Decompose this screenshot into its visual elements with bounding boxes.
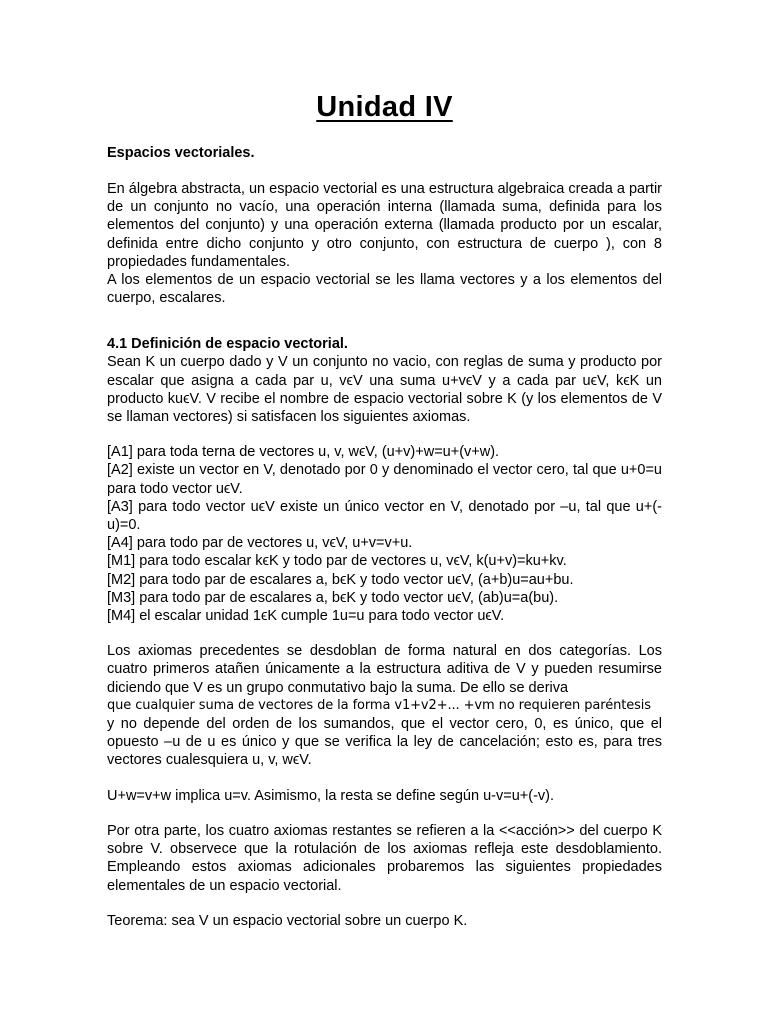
paragraph-definition-intro: En álgebra abstracta, un espacio vectorial es una estructura algebraica creada a partir de un conjunto no vacío, una operación interna (llamada suma, definida para los elementos del conjunto) y una operación externa (llamada producto por un escalar, definida entre dicho conjunto y otro conjunto, con estructura de cuerpo ), con 8 propiedades fundamentales.: [107, 181, 662, 270]
page-title: Unidad IV: [316, 91, 453, 123]
paragraph-cancellation: U+w=v+w implica u=v. Asimismo, la resta se define según u-v=u+(-v).: [107, 787, 555, 804]
axiom-a1: [A1] para toda terna de vectores u, v, wϵV, (u+v)+w=u+(v+w).: [107, 444, 500, 461]
axiom-m2: [M2] para todo par de escalares a, bϵK y todo vector uϵV, (a+b)u=au+bu.: [107, 571, 574, 588]
axiom-list: [107, 443, 662, 625]
paragraph-axioms-part2: que cualquier suma de vectores de la forma v1+v2+... +vm no requieren paréntesis: [107, 697, 651, 713]
section-heading-espacios: Espacios vectoriales.: [107, 145, 255, 161]
axiom-a2: [A2] existe un vector en V, denotado por 0 y denominado el vector cero, tal que u+0=u para todo vector uϵV.: [107, 462, 662, 497]
theorem-statement: Teorema: sea V un espacio vectorial sobre un cuerpo K.: [107, 912, 468, 929]
axiom-a3: [A3] para todo vector uϵV existe un único vector en V, denotado por –u, tal que u+(-u)=0.: [107, 498, 662, 534]
axiom-m4: [M4] el escalar unidad 1ϵK cumple 1u=u para todo vector uϵV.: [107, 608, 505, 625]
paragraph-elements: A los elementos de un espacio vectorial se les llama vectores y a los elementos del cuerpo, escalares.: [107, 272, 662, 307]
paragraph-axioms-categories: [107, 642, 662, 769]
axiom-a4: [A4] para todo par de vectores u, vϵV, u+v=v+u.: [107, 535, 413, 552]
paragraph-sean-k: Sean K un cuerpo dado y V un conjunto no vacio, con reglas de suma y producto por escalar que asigna a cada par u, vϵV una suma u+vϵV y a cada par uϵV, kϵK un producto kuϵV. V recibe el nombre de espacio vectorial sobre K (y los elementos de V se llaman vectores) si satisfacen los siguientes axiomas.: [107, 354, 662, 426]
section-heading-definicion: 4.1 Definición de espacio vectorial.: [107, 336, 348, 353]
axiom-m3: [M3] para todo par de escalares a, bϵK y todo vector uϵV, (ab)u=a(bu).: [107, 589, 559, 606]
paragraph-axioms-part1: Los axiomas precedentes se desdoblan de forma natural en dos categorías. Los cuatro primeros atañen únicamente a la estructura aditiva de V y pueden resumirse diciendo que V es un grupo conmutativo bajo la suma. De ello se deriva: [107, 643, 662, 696]
axiom-m1: [M1] para todo escalar kϵK y todo par de vectores u, vϵV, k(u+v)=ku+kv.: [107, 553, 567, 570]
paragraph-remaining-axioms: Por otra parte, los cuatro axiomas restantes se refieren a la <<acción>> del cuerpo K sobre V. observece que la rotulación de los axiomas refleja este desdoblamiento. Empleando estos axiomas adicionales probaremos las siguientes propiedades elementales de un espacio vectorial.: [107, 822, 662, 894]
paragraph-axioms-part3: y no depende del orden de los sumandos, que el vector cero, 0, es único, que el opuesto –u de u es único y que se verifica la ley de cancelación; esto es, para tres vectores cualesquiera u, v, wϵV.: [107, 716, 662, 769]
